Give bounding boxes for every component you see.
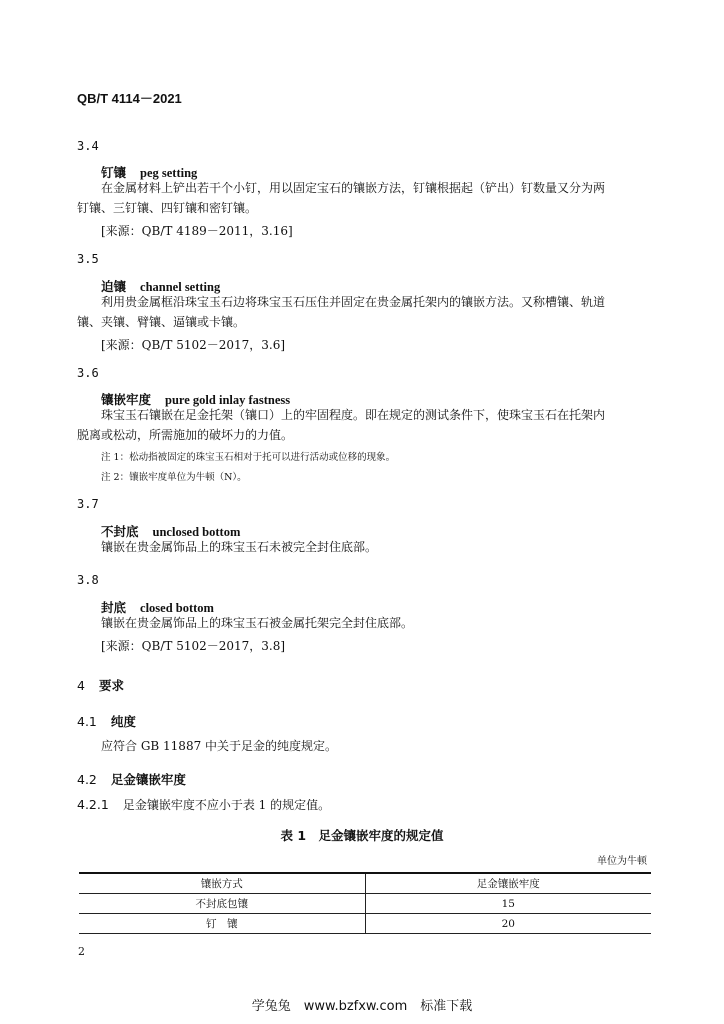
term-en: unclosed bottom xyxy=(152,525,241,539)
definition-line: 镶嵌在贵金属饰品上的珠宝玉石被金属托架完全封住底部。 xyxy=(101,616,414,630)
table-1 xyxy=(79,872,651,934)
term-en: closed bottom xyxy=(140,601,214,615)
clause-number-3-5: 3.5 xyxy=(77,252,99,266)
table-header-row xyxy=(79,873,651,894)
watermark-footer: 学兔兔 www.bzfxw.com 标准下载 xyxy=(251,999,473,1014)
term-zh: 迫镶 xyxy=(101,279,127,294)
definition-line: 镶嵌在贵金属饰品上的珠宝玉石未被完全封住底部。 xyxy=(101,540,378,554)
page-number: 2 xyxy=(78,945,85,958)
section-title: 纯度 xyxy=(110,714,136,729)
source-reference: [来源：QB/T 5102－2017，3.6] xyxy=(101,338,286,352)
clause-number-3-8: 3.8 xyxy=(77,573,99,587)
table-unit: 单位为牛顿 xyxy=(597,856,647,867)
definition-line: 钉镶、三钉镶、四钉镶和密钉镶。 xyxy=(77,201,258,215)
document-code-header: QB/T 4114－2021 xyxy=(77,91,182,106)
note-1: 注 1：松动指被固定的珠宝玉石相对于托可以进行活动或位移的现象。 xyxy=(101,452,396,463)
term-zh: 钉镶 xyxy=(101,165,127,180)
section-4-2-1 xyxy=(77,796,330,813)
section-title: 要求 xyxy=(98,678,124,693)
table-cell: 20 xyxy=(365,914,651,934)
table-row xyxy=(79,894,651,914)
definition-line: 在金属材料上铲出若干个小钉，用以固定宝石的镶嵌方法，钉镶根据起（铲出）钉数量又分为两 xyxy=(101,181,606,195)
table-row xyxy=(79,914,651,934)
definition-line: 珠宝玉石镶嵌在足金托架（镶口）上的牢固程度。即在规定的测试条件下，使珠宝玉石在托架内 xyxy=(101,408,606,422)
section-4-2-heading xyxy=(77,770,186,788)
section-number: 4.2 xyxy=(77,772,97,787)
section-number: 4.2.1 xyxy=(77,797,109,812)
source-reference: [来源：QB/T 5102－2017，3.8] xyxy=(101,639,286,653)
table-header-cell: 足金镶嵌牢度 xyxy=(365,873,651,894)
term-en: peg setting xyxy=(140,166,198,180)
term-zh: 不封底 xyxy=(101,524,139,539)
table-cell: 钉 镶 xyxy=(79,914,365,934)
section-number: 4 xyxy=(77,678,85,693)
table-cell: 不封底包镶 xyxy=(79,894,365,914)
section-text: 足金镶嵌牢度不应小于表 1 的规定值。 xyxy=(122,798,331,812)
definition-line: 镶、夹镶、臂镶、逼镶或卡镶。 xyxy=(77,315,246,329)
table-cell: 15 xyxy=(365,894,651,914)
section-4-heading xyxy=(77,676,124,694)
note-2: 注 2：镶嵌牢度单位为牛顿（N）。 xyxy=(101,472,247,483)
clause-number-3-7: 3.7 xyxy=(77,497,99,511)
section-title: 足金镶嵌牢度 xyxy=(110,772,186,787)
section-4-1-text: 应符合 GB 11887 中关于足金的纯度规定。 xyxy=(101,739,338,753)
term-zh: 镶嵌牢度 xyxy=(101,392,152,407)
section-4-1-heading xyxy=(77,712,136,730)
term-en: pure gold inlay fastness xyxy=(165,393,291,407)
definition-line: 利用贵金属框沿珠宝玉石边将珠宝玉石压住并固定在贵金属托架内的镶嵌方法。又称槽镶、轨道 xyxy=(101,295,606,309)
clause-number-3-6: 3.6 xyxy=(77,366,99,380)
section-number: 4.1 xyxy=(77,714,97,729)
table-header-cell: 镶嵌方式 xyxy=(79,873,365,894)
definition-line: 脱离或松动，所需施加的破坏力的力值。 xyxy=(77,428,294,442)
term-zh: 封底 xyxy=(101,600,127,615)
term-en: channel setting xyxy=(140,280,221,294)
source-reference: [来源：QB/T 4189－2011，3.16] xyxy=(101,224,293,238)
clause-number-3-4: 3.4 xyxy=(77,139,99,153)
table-caption: 表 1 足金镶嵌牢度的规定值 xyxy=(280,828,444,843)
